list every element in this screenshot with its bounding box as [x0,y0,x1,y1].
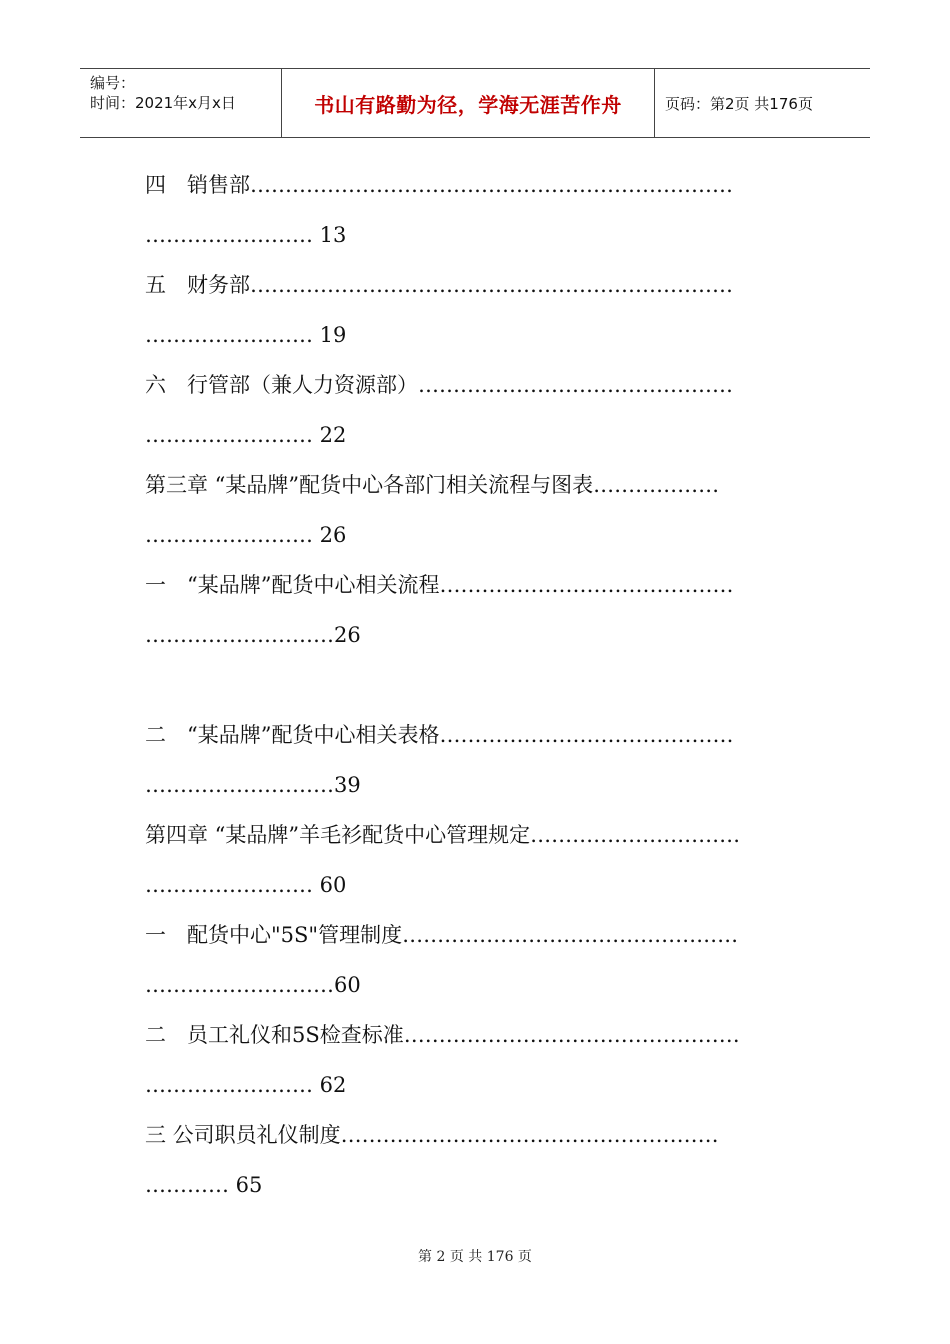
toc-entry-title: 一 “某品牌”配货中心相关流程…………………………………… [145,573,734,597]
toc-entry-title: 一 配货中心"5S"管理制度………………………………………… [145,923,739,947]
toc-entry-title: 二 “某品牌”配货中心相关表格…………………………………… [145,723,734,747]
toc-entry[interactable] [145,468,825,568]
toc-entry-page: …………………… 62 [145,1073,347,1097]
toc-entry-page: …………………… 26 [145,523,347,547]
toc-entry-title: 二 员工礼仪和5S检查标准………………………………………… [145,1023,740,1047]
toc-entry[interactable] [145,1018,825,1118]
page-header [80,68,870,138]
page-footer: 第 2 页 共 176 页 [418,1249,532,1265]
toc-entry-page: ………………………60 [145,973,361,997]
toc-entry-page: ………… 65 [145,1173,263,1197]
toc-entry[interactable] [145,818,825,918]
toc-entry-title: 第三章 “某品牌”配货中心各部门相关流程与图表……………… [145,473,720,497]
toc-entry-page: ………………………39 [145,773,361,797]
toc-entry-title: 三 公司职员礼仪制度……………………………………………… [145,1123,719,1147]
toc-entry-title: 六 行管部（兼人力资源部）……………………………………… [145,373,733,397]
toc-entry-page: …………………… 60 [145,873,347,897]
header-meta [80,69,282,137]
toc-entry-title: 第四章 “某品牌”羊毛衫配货中心管理规定………………………… [145,823,741,847]
toc-entry-page: …………………… 13 [145,223,347,247]
time-label: 时间：2021年x月x日 [90,94,236,112]
toc-entry[interactable] [145,268,825,368]
toc-entry[interactable] [145,1118,825,1218]
header-page-info: 页码：第2页 共176页 [665,94,813,113]
toc-entry-page: …………………… 19 [145,323,347,347]
toc-entry[interactable] [145,918,825,1018]
toc-entry[interactable] [145,368,825,468]
table-of-contents [145,168,825,1218]
blank-line [145,668,825,718]
toc-entry-page: …………………… 22 [145,423,347,447]
toc-entry-page: ………………………26 [145,623,361,647]
toc-entry[interactable] [145,568,825,668]
number-label: 编号： [90,74,136,92]
toc-entry-title: 五 财务部…………………………………………………………… [145,273,733,297]
toc-entry-title: 四 销售部…………………………………………………………… [145,173,733,197]
toc-entry[interactable] [145,168,825,268]
toc-entry[interactable] [145,718,825,818]
header-motto: 书山有路勤为径，学海无涯苦作舟 [282,69,655,137]
